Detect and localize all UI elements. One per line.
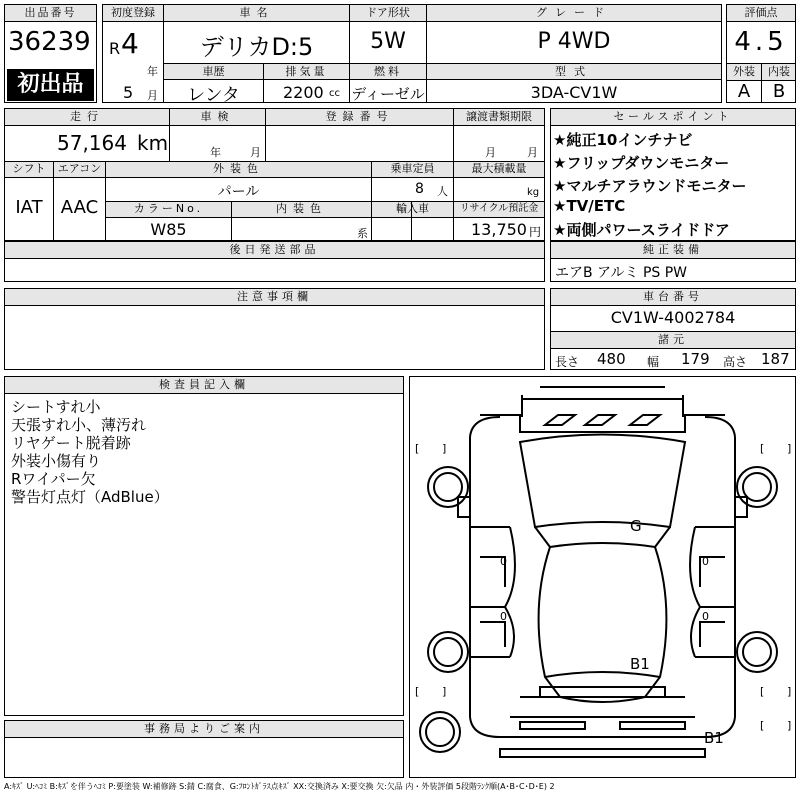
overall-score: 4.5 bbox=[734, 27, 788, 57]
inspection-month-unit: 月 bbox=[250, 146, 261, 159]
inspector-line-3: リヤゲート脱着跡 bbox=[11, 434, 131, 452]
length-value: 480 bbox=[597, 350, 626, 368]
later-parts-box bbox=[4, 241, 545, 282]
model-code: 3DA-CV1W bbox=[530, 83, 618, 102]
color-no-label: カラーNo. bbox=[133, 202, 204, 215]
svg-text:0: 0 bbox=[500, 610, 507, 623]
mileage-unit: km bbox=[137, 131, 169, 155]
door-type: 5W bbox=[370, 29, 406, 54]
later-parts-label: 後日発送部品 bbox=[5, 242, 544, 259]
shift-type: IAT bbox=[15, 197, 43, 218]
shift-label: シフト bbox=[12, 162, 46, 175]
inspector-line-2: 天張すれ小、薄汚れ bbox=[11, 416, 147, 434]
office-box bbox=[4, 720, 404, 778]
interior-label: 内装 bbox=[768, 65, 790, 78]
displacement: 2200 bbox=[283, 83, 324, 102]
sales-point-3: ★マルチアラウンドモニター bbox=[553, 177, 747, 195]
inspection-year-unit: 年 bbox=[210, 146, 221, 159]
inspector-line-4: 外装小傷有り bbox=[11, 452, 102, 470]
footer-legend: A:ｷｽﾞ U:ﾍｺﾐ B:ｷｽﾞを伴うﾍｺﾐ P:要塗装 W:補修跡 S:錆 C:腐食、G:ﾌﾛﾝﾄｶﾞﾗｽ点ｷｽﾞ XX:交換済み X:要交換 欠:欠品 内・外装評価 5段階ﾗﾝｸ順(A･B･C･D･E) 2 bbox=[4, 782, 555, 791]
svg-text:[: [ bbox=[760, 442, 765, 455]
plate-label: 登録番号 bbox=[325, 110, 394, 123]
recycle-unit: 円 bbox=[529, 225, 542, 239]
exterior-grade: A bbox=[737, 81, 751, 102]
svg-text:]: ] bbox=[442, 685, 447, 698]
exterior-label: 外装 bbox=[733, 65, 755, 78]
sales-point-1: ★純正10インチナビ bbox=[553, 131, 693, 149]
transfer-label: 譲渡書類期限 bbox=[466, 110, 532, 123]
office-label: 事務局よりご案内 bbox=[5, 721, 403, 738]
history-label: 車歴 bbox=[202, 65, 225, 78]
svg-text:]: ] bbox=[787, 442, 792, 455]
capacity-label: 乗車定員 bbox=[390, 162, 435, 175]
svg-text:[: [ bbox=[415, 685, 420, 698]
lot-number-label: 出品番号 bbox=[5, 5, 96, 22]
svg-text:[: [ bbox=[760, 719, 765, 732]
load-unit: kg bbox=[527, 187, 540, 198]
genuine-equipment-box bbox=[550, 241, 796, 282]
inspector-line-6: 警告灯点灯（AdBlue） bbox=[11, 488, 169, 506]
svg-text:0: 0 bbox=[702, 555, 709, 568]
svg-text:0: 0 bbox=[500, 555, 507, 568]
svg-text:]: ] bbox=[787, 719, 792, 732]
damage-mark-bottom: B1 bbox=[704, 729, 724, 747]
car-name: デリカD:5 bbox=[199, 33, 314, 61]
inspector-line-1: シートすれ小 bbox=[11, 398, 101, 416]
svg-text:0: 0 bbox=[702, 610, 709, 623]
inspection-label: 車検 bbox=[200, 110, 235, 123]
displacement-label: 排気量 bbox=[285, 65, 328, 78]
fuel-type: ディーゼル bbox=[351, 85, 425, 103]
inspector-box bbox=[4, 376, 404, 716]
mileage: 57,164 bbox=[57, 131, 127, 155]
capacity-unit: 人 bbox=[437, 185, 448, 198]
transfer-month-unit: 月 bbox=[485, 146, 496, 159]
notes-label: 注意事項欄 bbox=[5, 289, 544, 306]
sales-point-4: ★TV/ETC bbox=[553, 197, 626, 215]
ac-label: エアコン bbox=[57, 162, 102, 175]
import-label: 輸入車 bbox=[396, 202, 429, 215]
grade: P 4WD bbox=[537, 29, 611, 54]
chassis-number: CV1W-4002784 bbox=[610, 308, 736, 327]
reg-month: 5 bbox=[123, 83, 134, 102]
grade-label: グレード bbox=[536, 6, 612, 19]
width-label: 幅 bbox=[647, 355, 660, 369]
sales-points-label: セールスポイント bbox=[551, 109, 795, 126]
genuine-equipment: エアB アルミ PS PW bbox=[555, 265, 688, 281]
car-name-label: 車名 bbox=[239, 6, 274, 19]
height-value: 187 bbox=[761, 350, 790, 368]
displacement-unit: cc bbox=[329, 88, 340, 99]
capacity: 8 bbox=[415, 181, 424, 197]
transfer-day-unit: 月 bbox=[527, 146, 538, 159]
svg-text:[: [ bbox=[415, 442, 420, 455]
width-value: 179 bbox=[681, 350, 710, 368]
reg-month-unit: 月 bbox=[147, 89, 158, 102]
lot-number-box bbox=[4, 4, 97, 103]
notes-box bbox=[4, 288, 545, 370]
chassis-box bbox=[550, 288, 796, 370]
color-number: W85 bbox=[150, 220, 187, 239]
door-label: ドア形状 bbox=[366, 6, 410, 19]
svg-text:]: ] bbox=[787, 685, 792, 698]
interior-grade: B bbox=[772, 81, 786, 102]
dimensions-label: 諸元 bbox=[551, 331, 795, 349]
score-label: 評価点 bbox=[744, 6, 778, 19]
height-label: 高さ bbox=[723, 355, 748, 369]
exterior-color: パール bbox=[217, 184, 260, 200]
ac-type: AAC bbox=[60, 197, 99, 218]
mileage-label: 走行 bbox=[70, 110, 104, 123]
exterior-color-label: 外装色 bbox=[213, 162, 264, 175]
fuel-label: 燃料 bbox=[374, 65, 402, 78]
load-label: 最大積載量 bbox=[471, 162, 527, 175]
svg-text:]: ] bbox=[442, 442, 447, 455]
reg-era: R bbox=[109, 39, 121, 58]
details-table bbox=[4, 108, 545, 241]
interior-color-unit: 系 bbox=[357, 227, 368, 240]
sales-point-2: ★フリップダウンモニター bbox=[553, 154, 730, 172]
lot-number: 36239 bbox=[8, 27, 91, 57]
reg-year-unit: 年 bbox=[147, 65, 158, 78]
chassis-label: 車台番号 bbox=[551, 289, 795, 306]
car-diagram-box bbox=[409, 376, 796, 778]
model-label: 型式 bbox=[555, 65, 593, 78]
damage-mark-rear: B1 bbox=[630, 655, 650, 673]
interior-color-label: 内装色 bbox=[276, 202, 327, 215]
reg-year: 4 bbox=[121, 27, 139, 60]
recycle-label: リサイクル預託金 bbox=[459, 203, 539, 214]
vehicle-header-table bbox=[102, 4, 722, 106]
sales-points-box bbox=[550, 108, 796, 241]
score-box bbox=[726, 4, 796, 103]
inspector-line-5: Rワイパー欠 bbox=[11, 470, 96, 488]
first-listing-badge: 初出品 bbox=[7, 69, 94, 101]
length-label: 長さ bbox=[555, 355, 580, 369]
car-damage-diagram bbox=[410, 377, 795, 777]
inspector-label: 検査員記入欄 bbox=[5, 377, 403, 394]
reg-label: 初度登録 bbox=[111, 6, 155, 19]
sales-point-5: ★両側パワースライドドア bbox=[553, 221, 730, 239]
damage-mark-hood: G bbox=[630, 517, 642, 535]
vehicle-history: レンタ bbox=[187, 85, 240, 106]
recycle-fee: 13,750 bbox=[471, 220, 527, 239]
genuine-equipment-label: 純正装備 bbox=[551, 242, 795, 259]
svg-text:[: [ bbox=[760, 685, 765, 698]
